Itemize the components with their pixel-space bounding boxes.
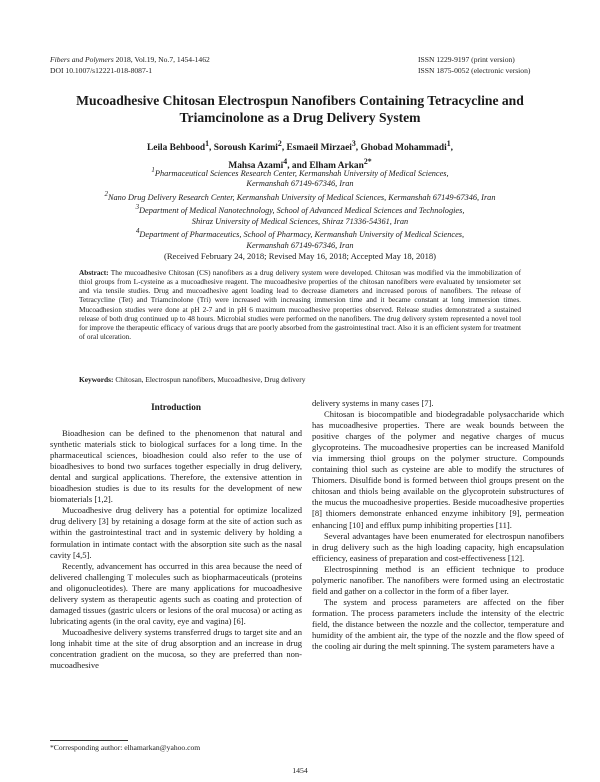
affil-num: 1: [151, 167, 155, 174]
abstract-label: Abstract:: [79, 268, 109, 277]
paragraph: Chitosan is biocompatible and biodegradable polysaccharide which has mucoadhesive properties. There are weak bounds between the positive charges of the polymer and negative charges of mucus glycoproteins. The mucoadhesive properties can be increased Manifold via immersing thiol groups on the polymer structure. Compounds containing thiol such as cysteine are able to modify the structures of Thiomers. Disulfide bond is formed between thiol groups present on the chitosan and thiols being available on the glycoprotein substructures of the mucus the mucoadhesive properties. Beside mucoadhesive properties [8] thiomers demonstrate enhanced enzyme inhibitory [9], permeation enhancing [10] and efflux pump inhibiting properties [11].: [312, 409, 564, 530]
journal-citation: [50, 54, 210, 76]
affiliation-2: Nano Drug Delivery Research Center, Kermanshah University of Medical Sciences, Kermanshah 67149-67346, Iran: [107, 192, 496, 202]
footnote-rule: [50, 740, 128, 741]
author-sup: 4: [283, 157, 288, 167]
issn-electronic: ISSN 1875-0052 (electronic version): [418, 66, 531, 75]
paragraph: The system and process parameters are affected on the fiber formation. The process parameters include the intensity of the electric field, the distance between the nozzle and the collector, temperature and humidity of the ambient air, the type of the nozzle and the flow speed of the cooling air during the melt spinning. The system parameters have a: [312, 596, 564, 652]
author-sup: 2: [277, 139, 282, 148]
affil-num: 4: [135, 228, 140, 236]
paragraph: Several advantages have been enumerated for electrospun nanofibers in drug delivery such as the high loading capacity, high encapsulation efficiency, easiness of preparation and cost-effectiveness [12].: [312, 530, 564, 563]
paragraph: Bioadhesion can be defined to the phenomenon that natural and synthetic materials stick to biological surfaces for a long time. In the pharmaceutical sciences, bioadhesion could also refer to the use of bioadhesives to bond two surfaces together especially in drug delivery, dental and surgical applications. Therefore, the extensive attention in bioadhesion studies is due to its results for the development of new biomaterials [1,2].: [50, 428, 302, 505]
author-name: Ghobad Mohammadi: [360, 143, 447, 154]
author-name: Soroush Karimi: [213, 143, 278, 154]
author-sup: 3: [351, 139, 356, 148]
author-sup: 1: [205, 139, 210, 148]
paragraph: Electrospinning method is an efficient technique to produce polymeric nanofiber. The nanofibers were formed using an electrostatic field and gather on a collector in the form of a fiber layer.: [312, 563, 564, 596]
affiliation-4: Department of Pharmaceutics, School of Pharmacy, Kermanshah University of Medical Sciences,: [139, 230, 465, 240]
received-dates: (Received February 24, 2018; Revised May 16, 2018; Accepted May 18, 2018): [163, 251, 437, 262]
section-heading-introduction: Introduction: [151, 402, 201, 412]
author-name: Esmaeil Mirzaei: [286, 143, 352, 154]
journal-volume: 2018, Vol.19, No.7, 1454-1462: [113, 55, 210, 64]
paragraph: Mucoadhesive drug delivery has a potential for optimize localized drug delivery [3] by retaining a dosage form at the site of action such as within the gastrointestinal tract and in systemic delivery by holding a formulation in intimate contact with the absorption site such as the nasal cavity [4,5].: [50, 505, 302, 560]
author-sup: 2*: [363, 157, 372, 167]
abstract-text: The mucoadhesive Chitosan (CS) nanofibers as a drug delivery system were developed. Chitosan was modified via the immobilization of thiol groups from L-cysteine as a mucoadhesive reagent. The mucoadhesive properties of the chitosan nanofibers were evaluated by tensiometer set and via tensile studies. Drug and mucoadhesive agent loading lead to decrease diameters and increased porous of nanofibers. The release of Tetracycline (Tet) and Triamcinolone (Tri) were increased with increasing immersion time and it became constant at long immersion times. Mucoadhesion studies were done at pH 2-7 and in pH 6 maximum mucoadhesive properties observed. Release studies demonstrated a sustained release of both drug continued up to 48 hours. Microbial studies were performed on the nanofibers. The drug delivery system represented a novel tool for improve the therapeutic efficacy of various drugs that are poorly absorbed from the gastrointestinal tract. Also it is an efficient system for treatment of oral ulceration.: [79, 268, 521, 342]
author-name: Mahsa Azami: [228, 161, 284, 172]
issn-block: [418, 54, 530, 76]
paragraph: delivery systems in many cases [7].: [312, 398, 434, 408]
paper-title: [40, 93, 560, 126]
author-sup: 1: [446, 139, 451, 148]
journal-name: Fibers and Polymers: [50, 55, 114, 64]
author-name: Leila Behbood: [147, 143, 206, 154]
paragraph: Mucoadhesive delivery systems transferred drugs to target site and an long inhabit time at the site of drug absorption and an increase in drug concentration gradient on the mucosa, so they are preferred than non-mucoadhesive: [50, 626, 302, 671]
keywords-label: Keywords:: [79, 375, 114, 384]
affiliations: [40, 166, 560, 262]
right-column: [312, 398, 564, 652]
abstract: [79, 268, 521, 341]
keywords-text: Chitosan, Electrospun nanofibers, Mucoadhesive, Drug delivery: [115, 375, 306, 384]
page-number: 1454: [292, 766, 308, 775]
issn-print: ISSN 1229-9197 (print version): [418, 55, 515, 64]
affil-num: 3: [135, 204, 140, 212]
title-line-1: Mucoadhesive Chitosan Electrospun Nanofibers Containing Tetracycline and: [76, 93, 524, 108]
affiliation-1-city: Kermanshah 67149-67346, Iran: [246, 179, 354, 189]
left-column: [50, 400, 302, 671]
corresponding-author-footnote: *Corresponding author: elhamarkan@yahoo.com: [50, 743, 201, 752]
affiliation-3-city: Shiraz University of Medical Sciences, Shiraz 71336-54361, Iran: [191, 216, 409, 226]
affiliation-4-city: Kermanshah 67149-67346, Iran: [246, 240, 354, 250]
affiliation-1: Pharmaceutical Sciences Research Center, Kermanshah University of Medical Sciences,: [154, 168, 449, 178]
affiliation-3: Department of Medical Nanotechnology, School of Advanced Medical Sciences and Technologies,: [139, 206, 465, 216]
author-name: Elham Arkan: [309, 161, 364, 172]
keywords: [79, 375, 521, 384]
author-list: Leila Behbood$^1$, Soroush Karimi$^2$, Esmaeil Mirzaei$^3$, Ghobad Mohammadi$^1$, Mahsa Azami$^4$, and Elham Arkan$^{2*}$: [147, 139, 453, 172]
affil-num: 2: [104, 190, 108, 198]
doi: DOI 10.1007/s12221-018-8087-1: [50, 66, 153, 75]
paragraph: Recently, advancement has occurred in this area because the need of delivered challenging T molecules such as biopharmaceuticals (proteins and oligonucleotides). There are many applications for mucoadhesive delivery system as therapeutic agents such as coating and protection of damaged tissues (gastric ulcers or lesions of the oral mucosa) or acting as lubricating agents (in the oral cavity, eye and vagina) [6].: [50, 560, 302, 626]
title-line-2: Triamcinolone as a Drug Delivery System: [179, 109, 421, 125]
